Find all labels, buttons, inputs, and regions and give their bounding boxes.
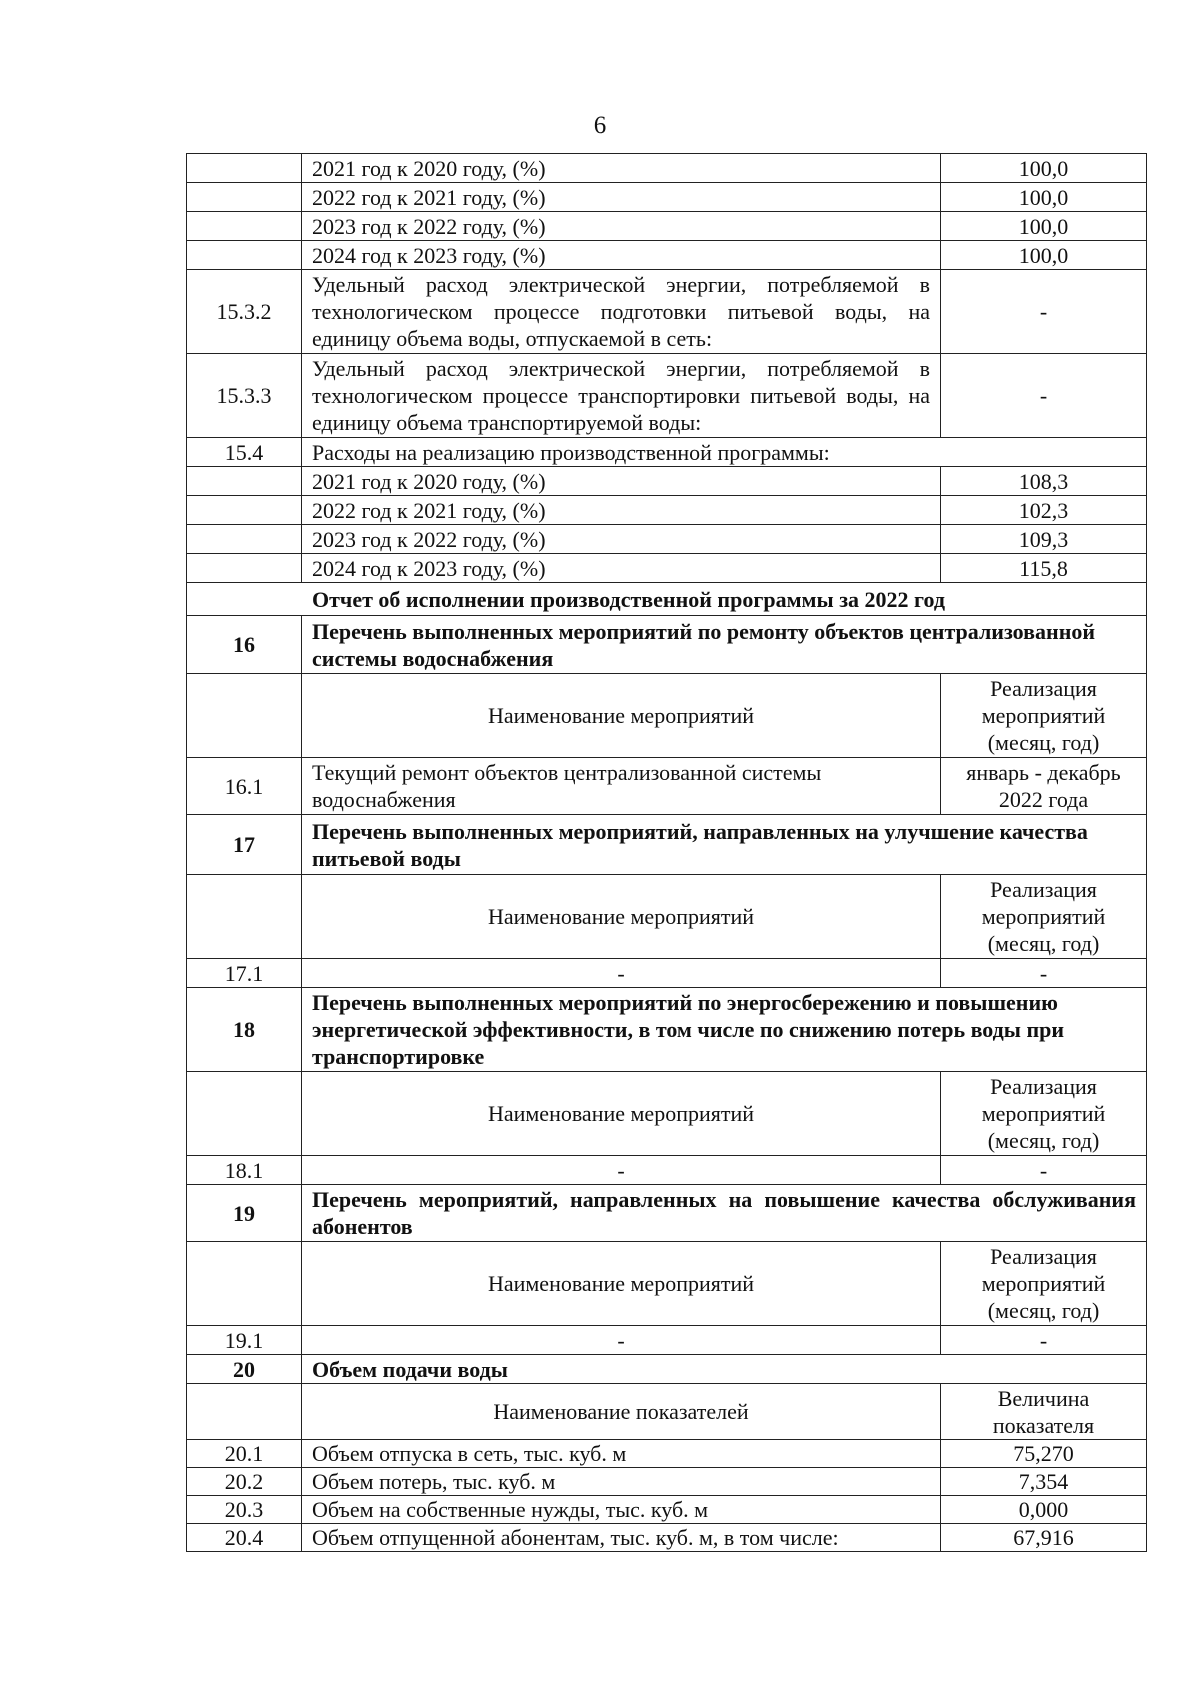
row-text: 2024 год к 2023 году, (%) <box>302 241 941 270</box>
row-number: 15.4 <box>187 438 302 467</box>
row-value: 102,3 <box>941 496 1147 525</box>
column-header-row <box>187 875 1147 959</box>
table-row <box>187 467 1147 496</box>
row-value: 100,0 <box>941 241 1147 270</box>
column-header-value: Величина показателя <box>941 1384 1147 1440</box>
page-number: 6 <box>593 112 607 139</box>
row-text: - <box>302 959 941 988</box>
row-number: 17.1 <box>187 959 302 988</box>
row-value: 7,354 <box>941 1468 1147 1496</box>
column-header-row <box>187 1242 1147 1326</box>
row-value: - <box>941 270 1147 354</box>
section-header-row <box>187 988 1147 1072</box>
section-number: 17 <box>187 815 302 875</box>
table-row <box>187 1524 1147 1552</box>
column-header-implementation: Реализация мероприятий (месяц, год) <box>941 1242 1147 1326</box>
row-number <box>187 212 302 241</box>
empty-cell <box>187 1384 302 1440</box>
row-number: 20.1 <box>187 1440 302 1468</box>
row-value: 108,3 <box>941 467 1147 496</box>
table-row <box>187 270 1147 354</box>
table-row <box>187 525 1147 554</box>
row-value: - <box>941 354 1147 438</box>
section-number: 19 <box>187 1185 302 1242</box>
column-header-implementation: Реализация мероприятий (месяц, год) <box>941 674 1147 758</box>
section-header-row <box>187 1185 1147 1242</box>
row-text: Удельный расход электрической энергии, потребляемой в технологическом процессе подготовки питьевой воды, на единицу объема воды, отпускаемой в сеть: <box>302 270 941 354</box>
empty-cell <box>187 1242 302 1326</box>
table-row <box>187 183 1147 212</box>
section-heading: Перечень выполненных мероприятий, направленных на улучшение качества питьевой воды <box>302 815 1147 875</box>
row-text: 2021 год к 2020 году, (%) <box>302 154 941 183</box>
table-row <box>187 438 1147 467</box>
row-number: 19.1 <box>187 1326 302 1355</box>
row-text: 2021 год к 2020 году, (%) <box>302 467 941 496</box>
row-text: Объем на собственные нужды, тыс. куб. м <box>302 1496 941 1524</box>
row-value: 100,0 <box>941 212 1147 241</box>
row-text: Объем отпуска в сеть, тыс. куб. м <box>302 1440 941 1468</box>
table-row <box>187 241 1147 270</box>
section-heading: Перечень выполненных мероприятий по ремонту объектов централизованной системы водоснабжения <box>302 616 1147 674</box>
row-number <box>187 525 302 554</box>
row-number: 18.1 <box>187 1156 302 1185</box>
row-text: 2024 год к 2023 году, (%) <box>302 554 941 583</box>
row-text: Объем потерь, тыс. куб. м <box>302 1468 941 1496</box>
row-value: 0,000 <box>941 1496 1147 1524</box>
section-title: Отчет об исполнении производственной программы за 2022 год <box>187 583 1147 616</box>
table-row <box>187 496 1147 525</box>
row-value: 100,0 <box>941 154 1147 183</box>
row-value: 115,8 <box>941 554 1147 583</box>
section-title-row <box>187 583 1147 616</box>
row-number <box>187 467 302 496</box>
section-header-row <box>187 1355 1147 1384</box>
table-row <box>187 554 1147 583</box>
row-number <box>187 554 302 583</box>
row-value: - <box>941 1156 1147 1185</box>
row-number <box>187 154 302 183</box>
row-number: 20.2 <box>187 1468 302 1496</box>
empty-cell <box>187 674 302 758</box>
table-row <box>187 1440 1147 1468</box>
row-number <box>187 241 302 270</box>
column-header-name: Наименование мероприятий <box>302 674 941 758</box>
section-heading: Объем подачи воды <box>302 1355 1147 1384</box>
table-row <box>187 1326 1147 1355</box>
section-header-row <box>187 815 1147 875</box>
column-header-row <box>187 1072 1147 1156</box>
section-number: 18 <box>187 988 302 1072</box>
row-text: - <box>302 1326 941 1355</box>
section-number: 20 <box>187 1355 302 1384</box>
table-row <box>187 1156 1147 1185</box>
column-header-row <box>187 674 1147 758</box>
empty-cell <box>187 1072 302 1156</box>
row-value: 100,0 <box>941 183 1147 212</box>
section-heading: Перечень мероприятий, направленных на повышение качества обслуживания абонентов <box>302 1185 1147 1242</box>
row-text: Расходы на реализацию производственной программы: <box>302 438 1147 467</box>
production-program-table <box>186 153 1147 1552</box>
row-number <box>187 496 302 525</box>
table-row <box>187 758 1147 815</box>
row-number <box>187 183 302 212</box>
row-text: - <box>302 1156 941 1185</box>
column-header-row <box>187 1384 1147 1440</box>
section-number: 16 <box>187 616 302 674</box>
table-row <box>187 354 1147 438</box>
column-header-name: Наименование мероприятий <box>302 1242 941 1326</box>
row-text: Удельный расход электрической энергии, потребляемой в технологическом процессе транспортировки питьевой воды, на единицу объема транспортируемой воды: <box>302 354 941 438</box>
row-value: 109,3 <box>941 525 1147 554</box>
table-row <box>187 154 1147 183</box>
row-text: 2022 год к 2021 году, (%) <box>302 496 941 525</box>
section-heading: Перечень выполненных мероприятий по энергосбережению и повышению энергетической эффективности, в том числе по снижению потерь воды при транспортировке <box>302 988 1147 1072</box>
row-number: 16.1 <box>187 758 302 815</box>
row-text: 2023 год к 2022 году, (%) <box>302 525 941 554</box>
column-header-name: Наименование показателей <box>302 1384 941 1440</box>
table-row <box>187 959 1147 988</box>
table-row <box>187 1496 1147 1524</box>
row-number: 20.3 <box>187 1496 302 1524</box>
row-number: 15.3.3 <box>187 354 302 438</box>
column-header-name: Наименование мероприятий <box>302 1072 941 1156</box>
row-text: Объем отпущенной абонентам, тыс. куб. м, в том числе: <box>302 1524 941 1552</box>
row-value: январь - декабрь 2022 года <box>941 758 1147 815</box>
section-header-row <box>187 616 1147 674</box>
row-value: - <box>941 1326 1147 1355</box>
table-row <box>187 1468 1147 1496</box>
row-number: 15.3.2 <box>187 270 302 354</box>
empty-cell <box>187 875 302 959</box>
row-text: 2023 год к 2022 году, (%) <box>302 212 941 241</box>
row-number: 20.4 <box>187 1524 302 1552</box>
column-header-implementation: Реализация мероприятий (месяц, год) <box>941 1072 1147 1156</box>
row-value: 75,270 <box>941 1440 1147 1468</box>
row-text: 2022 год к 2021 году, (%) <box>302 183 941 212</box>
row-text: Текущий ремонт объектов централизованной системы водоснабжения <box>302 758 941 815</box>
row-value: - <box>941 959 1147 988</box>
column-header-name: Наименование мероприятий <box>302 875 941 959</box>
table-row <box>187 212 1147 241</box>
column-header-implementation: Реализация мероприятий (месяц, год) <box>941 875 1147 959</box>
row-value: 67,916 <box>941 1524 1147 1552</box>
